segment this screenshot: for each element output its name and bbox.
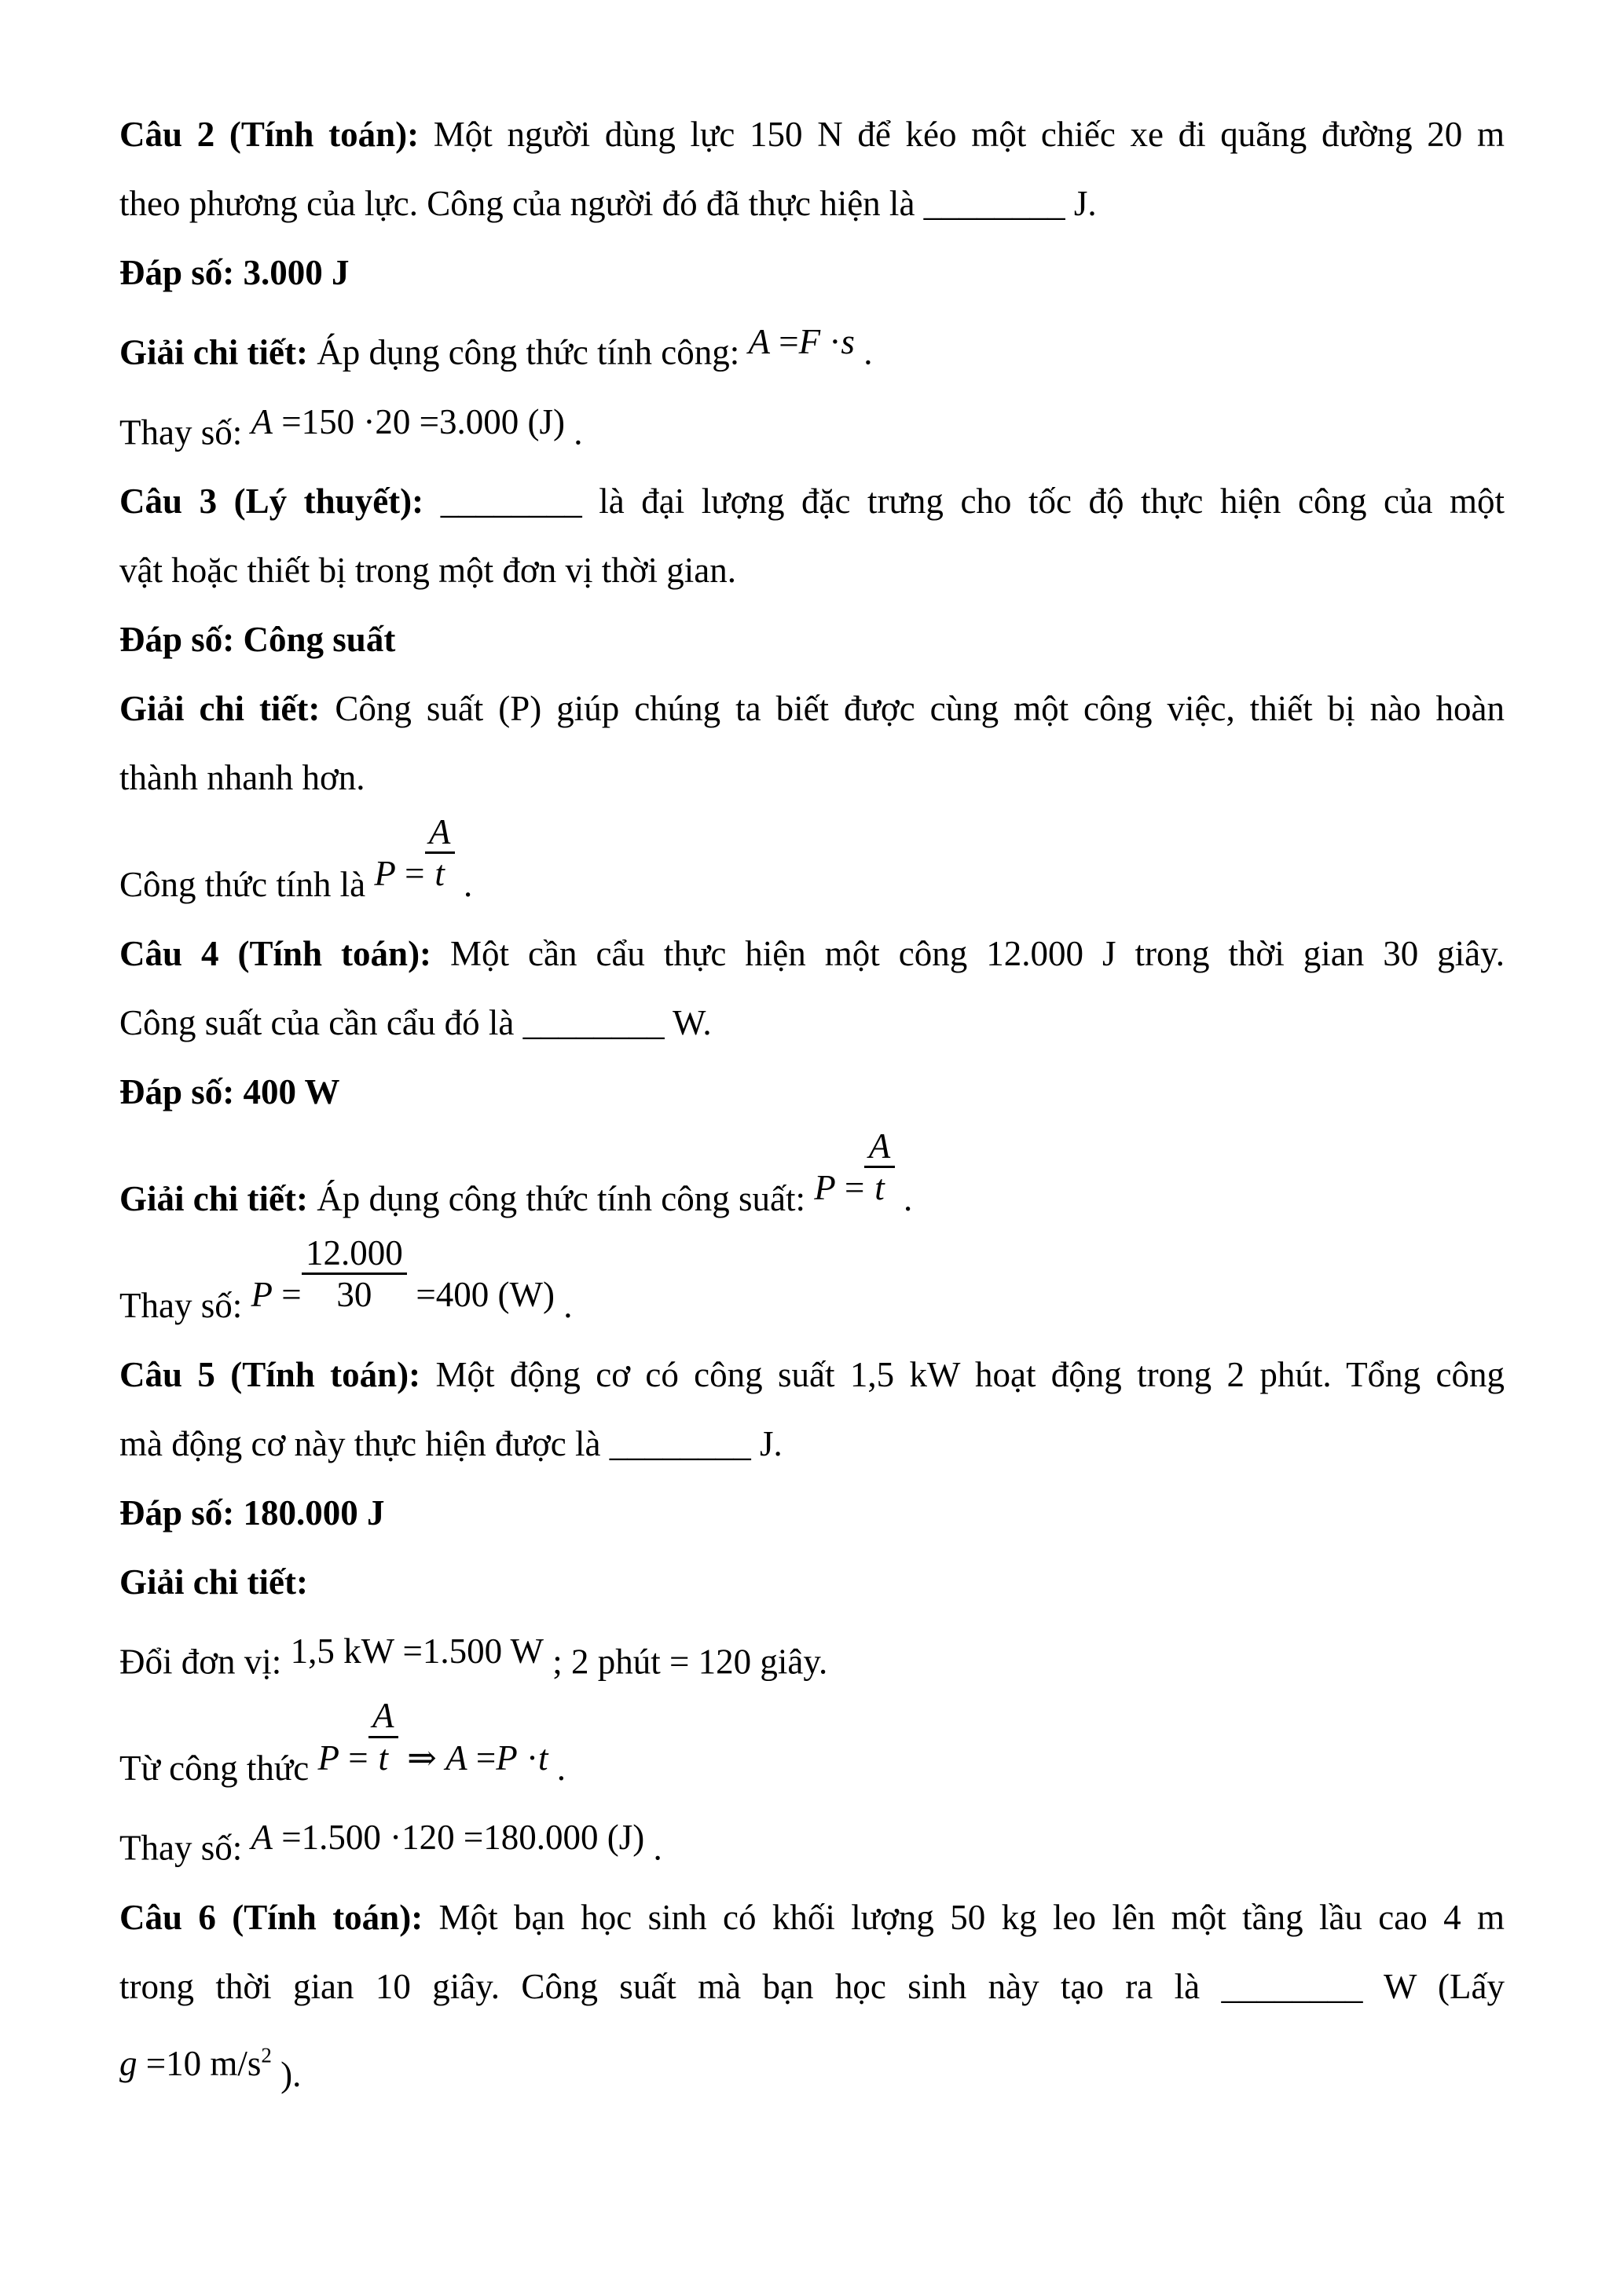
q5-detail-label-line: [119, 1547, 1505, 1617]
fraction-numerator: A: [368, 1696, 398, 1738]
q4-subst-period: .: [554, 1285, 573, 1325]
formula-power: [814, 1126, 894, 1208]
formula-var: A: [251, 1818, 273, 1858]
q5-line2: [119, 1409, 1505, 1478]
q4-subst-label: Thay số:: [119, 1285, 251, 1325]
formula-derive: [317, 1696, 548, 1778]
q2-answer-text: Đáp số: 3.000 J: [119, 253, 350, 292]
q5-detail-label: Giải chi tiết:: [119, 1562, 308, 1602]
formula-op: =: [835, 1168, 865, 1208]
q2-detail-label: Giải chi tiết:: [119, 332, 308, 372]
q3-detail-line1: [119, 674, 1505, 743]
formula-op: =: [339, 1738, 368, 1778]
q2-body2: theo phương của lực. Công của người đó đã thực hiện là ________ J.: [119, 184, 1097, 223]
formula-var: t: [538, 1738, 548, 1778]
q4-heading: Câu 4 (Tính toán):: [119, 933, 432, 973]
q3-body1: ________ là đại lượng đặc trưng cho tốc độ thực hiện công của một: [423, 482, 1505, 521]
q5-answer: [119, 1478, 1505, 1547]
q6-line1: [119, 1883, 1505, 1952]
fraction-denominator: t: [874, 1168, 885, 1208]
q4-body1: Một cần cẩu thực hiện một công 12.000 J trong thời gian 30 giây.: [431, 933, 1505, 973]
q2-detail-body: Áp dụng công thức tính công:: [307, 332, 749, 372]
q3-formula-line: [119, 812, 1505, 919]
q5-subst-label: Thay số:: [119, 1828, 251, 1868]
q6-line3: [119, 2021, 1505, 2109]
q3-line2: [119, 536, 1505, 605]
formula-work-subst: [251, 402, 564, 441]
formula-op: =: [467, 1738, 497, 1778]
q6-heading: Câu 6 (Tính toán):: [119, 1897, 423, 1937]
formula-numbers: =400 (W): [407, 1275, 555, 1315]
formula-power-subst: [251, 1232, 555, 1315]
q3-detail-body2: thành nhanh hơn.: [119, 758, 365, 797]
q6-body2: trong thời gian 10 giây. Công suất mà bạn học sinh này tạo ra là ________ W (Lấy: [119, 1966, 1505, 2006]
formula-op: =: [770, 322, 799, 361]
implies-arrow: ⇒: [398, 1738, 446, 1778]
formula-gravity: [119, 2044, 272, 2083]
q2-line1: [119, 100, 1505, 169]
fraction-denominator: t: [434, 854, 445, 894]
q5-line1: [119, 1340, 1505, 1409]
formula-numbers: 1,5 kW =1.500 W: [290, 1631, 544, 1671]
formula-op: ·: [517, 1738, 538, 1778]
q3-body2: vật hoặc thiết bị trong một đơn vị thời gian.: [119, 551, 736, 590]
q3-answer-text: Đáp số: Công suất: [119, 620, 396, 659]
formula-var: A: [748, 322, 771, 361]
formula-numbers: =10 m/s: [137, 2044, 262, 2084]
formula-op: =: [272, 1275, 302, 1315]
formula-op: ·: [820, 322, 841, 361]
q4-answer: [119, 1057, 1505, 1126]
q4-detail: [119, 1126, 1505, 1233]
q4-subst: [119, 1233, 1505, 1340]
q4-answer-text: Đáp số: 400 W: [119, 1071, 340, 1111]
q3-heading: Câu 3 (Lý thuyết):: [119, 482, 424, 521]
fraction: [864, 1126, 894, 1208]
q5-convert: [119, 1617, 1505, 1697]
q2-heading: Câu 2 (Tính toán):: [119, 115, 420, 154]
q2-answer: [119, 238, 1505, 307]
q6-line2: [119, 1952, 1505, 2021]
formula-var: P: [374, 854, 396, 894]
q3-period: .: [454, 864, 473, 904]
formula-var: g: [119, 2044, 137, 2084]
q4-period: .: [894, 1178, 913, 1218]
q5-body1: Một động cơ có công suất 1,5 kW hoạt động trong 2 phút. Tổng công: [420, 1354, 1505, 1394]
formula-power: [374, 812, 454, 894]
formula-var: A: [445, 1738, 467, 1778]
formula-var: P: [496, 1738, 518, 1778]
q3-detail-line2: [119, 743, 1505, 812]
q5-subst-period: .: [644, 1828, 662, 1868]
fraction-denominator: t: [378, 1738, 388, 1778]
q5-after-convert: ; 2 phút = 120 giây.: [544, 1642, 828, 1682]
fraction-numerator: 12.000: [302, 1233, 408, 1275]
formula-numbers: =150 ·20 =3.000 (J): [272, 401, 565, 441]
q5-subst: [119, 1803, 1505, 1883]
fraction-denominator: 30: [336, 1275, 372, 1315]
q3-answer: [119, 605, 1505, 674]
formula-var: P: [317, 1738, 339, 1778]
q2-subst-period: .: [564, 412, 583, 452]
q5-body2: mà động cơ này thực hiện được là ________ J.: [119, 1423, 783, 1463]
q2-subst: [119, 387, 1505, 467]
q5-derive-period: .: [548, 1749, 566, 1789]
fraction: [302, 1233, 408, 1315]
q3-detail-label: Giải chi tiết:: [119, 689, 321, 728]
q4-line2: [119, 988, 1505, 1057]
q4-body2: Công suất của cần cẩu đó là ________ W.: [119, 1002, 712, 1042]
q6-body1: Một bạn học sinh có khối lượng 50 kg leo lên một tầng lầu cao 4 m: [423, 1897, 1505, 1937]
q4-detail-body: Áp dụng công thức tính công suất:: [307, 1178, 815, 1218]
q4-detail-label: Giải chi tiết:: [119, 1178, 308, 1218]
formula-numbers: =1.500 ·120 =180.000 (J): [272, 1818, 645, 1858]
q5-convert-label: Đổi đơn vị:: [119, 1642, 291, 1682]
q5-from-label: Từ công thức: [119, 1749, 318, 1789]
formula-work-subst: [251, 1818, 644, 1857]
q2-subst-label: Thay số:: [119, 412, 251, 452]
formula-var: s: [841, 322, 855, 361]
fraction: [368, 1696, 398, 1778]
formula-convert: [291, 1631, 544, 1671]
fraction-numerator: A: [864, 1126, 894, 1168]
fraction: [425, 812, 455, 894]
formula-var: P: [814, 1168, 836, 1208]
q3-detail-body1: Công suất (P) giúp chúng ta biết được cùng một công việc, thiết bị nào hoàn: [320, 689, 1505, 728]
formula-work: [749, 322, 855, 361]
q5-derive: [119, 1696, 1505, 1803]
q4-line1: [119, 919, 1505, 988]
formula-op: =: [395, 854, 425, 894]
q3-formula-intro: Công thức tính là: [119, 864, 375, 904]
document-content: [119, 100, 1505, 2109]
q2-detail: [119, 307, 1505, 387]
formula-var: P: [251, 1275, 273, 1315]
formula-var: F: [798, 322, 821, 361]
fraction-numerator: A: [425, 812, 455, 854]
q5-answer-text: Đáp số: 180.000 J: [119, 1492, 385, 1532]
q5-heading: Câu 5 (Tính toán):: [119, 1354, 421, 1394]
q2-body1: Một người dùng lực 150 N để kéo một chiếc xe đi quãng đường 20 m: [419, 115, 1505, 154]
superscript-exponent: 2: [261, 2043, 272, 2067]
formula-var: A: [251, 401, 273, 441]
q6-after-g: ).: [271, 2054, 302, 2094]
q3-line1: [119, 467, 1505, 536]
q2-line2: [119, 169, 1505, 238]
q2-period: .: [854, 332, 873, 372]
